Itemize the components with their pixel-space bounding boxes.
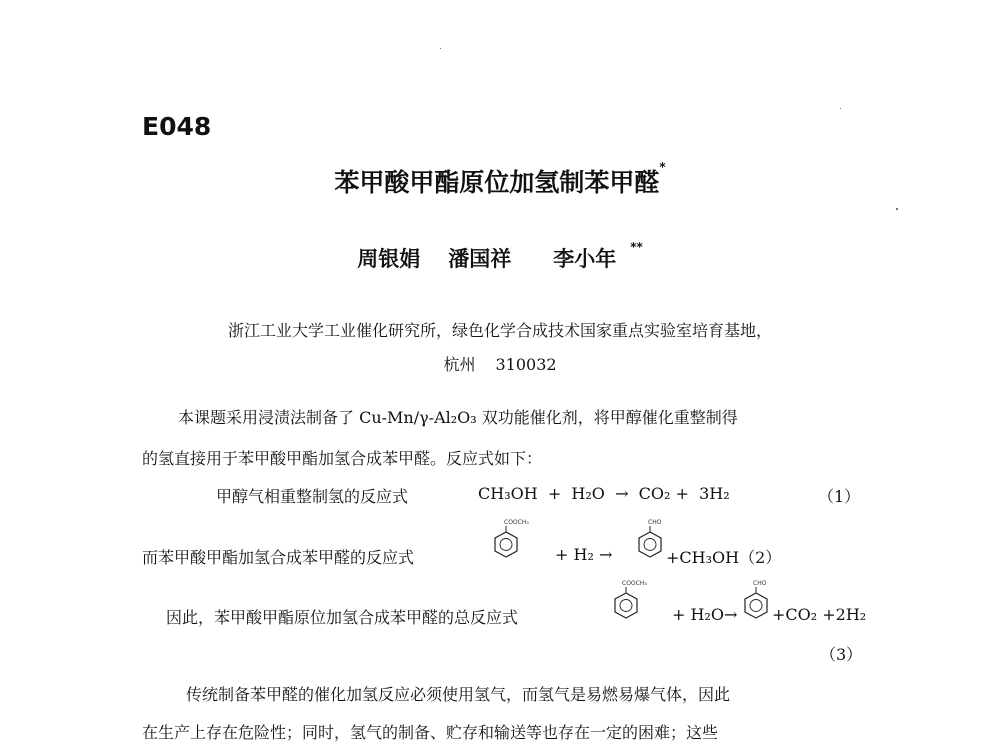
benzene-ring-icon [492, 526, 520, 560]
reaction3-number: （3） [820, 645, 863, 664]
scan-speck [440, 48, 441, 49]
benzene-ring-icon [636, 526, 664, 560]
para1-line1: 本课题采用浸渍法制备了 Cu-Mn/γ-Al₂O₃ 双功能催化剂，将甲醇催化重整制得 [178, 408, 738, 427]
benzene-ring-icon [612, 587, 640, 621]
author-list [0, 240, 1000, 273]
reaction3-tail: +CO₂ +2H₂ [772, 605, 867, 624]
para1-line2: 的氢直接用于苯甲酸甲酯加氢合成苯甲醛。反应式如下： [142, 449, 543, 468]
reaction2-middle: + H₂ → [555, 545, 613, 564]
scan-speck [840, 108, 841, 109]
cho-label: CHO [648, 519, 662, 526]
affiliation-city: 杭州 [443, 355, 476, 374]
title-text: 苯甲酸甲酯原位加氢制苯甲醛 [334, 168, 660, 197]
cooch3-label: COOCH₃ [622, 580, 647, 587]
reaction2-tail: +CH₃OH（2） [666, 548, 782, 567]
corresponding-mark: ** [630, 240, 643, 254]
author-name: 潘国祥 [448, 247, 512, 271]
reaction3-label: 因此，苯甲酸甲酯原位加氢合成苯甲醛的总反应式 [166, 608, 519, 627]
reaction1-label: 甲醇气相重整制氢的反应式 [216, 487, 409, 506]
author-name: 李小年 ** [553, 240, 643, 271]
reaction3-middle: + H₂O→ [672, 605, 738, 624]
reaction2-label: 而苯甲酸甲酯加氢合成苯甲醛的反应式 [142, 548, 415, 567]
cooch3-label: COOCH₃ [504, 519, 529, 526]
document-code: E048 [142, 112, 212, 141]
para2-line1: 传统制备苯甲醛的催化加氢反应必须使用氢气，而氢气是易燃易爆气体，因此 [186, 685, 731, 704]
reaction1-number: （1） [818, 487, 861, 506]
affiliation-zip: 310032 [495, 355, 557, 374]
affiliation-address [0, 352, 1000, 375]
benzene-ring-icon [742, 587, 770, 621]
paper-title [0, 160, 1000, 199]
cho-label: CHO [753, 580, 767, 587]
affiliation-line: 浙江工业大学工业催化研究所，绿色化学合成技术国家重点实验室培育基地， [227, 321, 772, 340]
author-name: 周银娟 [357, 247, 421, 271]
title-footnote-mark: * [659, 160, 666, 174]
reaction1-equation: CH₃OH + H₂O → CO₂ + 3H₂ [478, 484, 730, 503]
scan-speck [896, 208, 898, 210]
para2-line2: 在生产上存在危险性；同时，氢气的制备、贮存和输送等也存在一定的困难；这些 [142, 723, 719, 742]
